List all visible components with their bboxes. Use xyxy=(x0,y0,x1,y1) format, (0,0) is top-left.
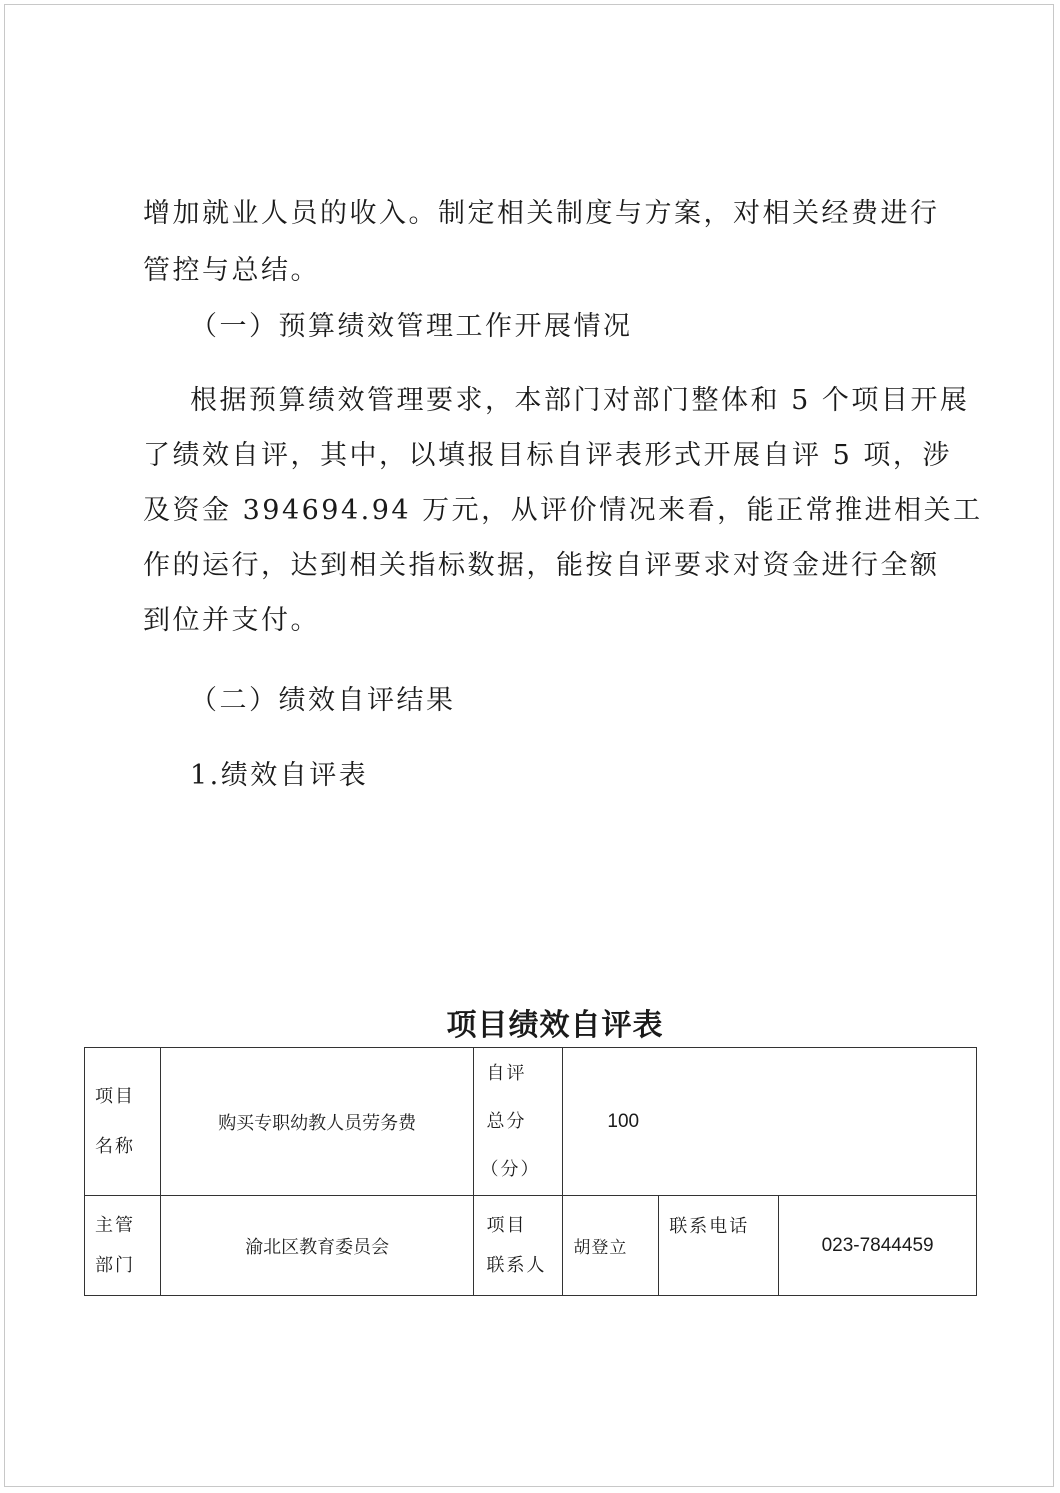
dept-label xyxy=(85,1196,161,1296)
contact-label xyxy=(474,1196,563,1296)
score-value: 100 xyxy=(563,1048,977,1196)
self-evaluation-table xyxy=(84,1047,977,1296)
project-name-value: 购买专职幼教人员劳务费 xyxy=(160,1048,474,1196)
table-row xyxy=(85,1048,977,1196)
body-line-1: 增加就业人员的收入。制定相关制度与方案，对相关经费进行 xyxy=(143,198,940,229)
project-name-label xyxy=(85,1048,161,1196)
paragraph-line-1: 根据预算绩效管理要求，本部门对部门整体和 5 个项目开展 xyxy=(190,385,970,416)
paragraph-line-3: 及资金 394694.94 万元，从评价情况来看，能正常推进相关工 xyxy=(143,495,983,526)
score-label-line-1: 自评 xyxy=(486,1062,527,1084)
contact-label-line-2: 联系人 xyxy=(486,1254,547,1276)
dept-label-line-1: 主管 xyxy=(95,1214,135,1236)
table-row xyxy=(85,1196,977,1296)
phone-label: 联系电话 xyxy=(659,1196,779,1296)
dept-value: 渝北区教育委员会 xyxy=(160,1196,474,1296)
phone-value: 023-7844459 xyxy=(779,1196,977,1296)
score-label xyxy=(474,1048,563,1196)
section-heading-2: （二）绩效自评结果 xyxy=(190,685,456,716)
score-label-line-2: 总分 xyxy=(486,1110,527,1132)
contact-label-line-1: 项目 xyxy=(486,1214,527,1236)
body-line-2: 管控与总结。 xyxy=(143,255,320,286)
section-heading-1: （一）预算绩效管理工作开展情况 xyxy=(190,311,633,342)
paragraph-line-2: 了绩效自评，其中，以填报目标自评表形式开展自评 5 项，涉 xyxy=(143,440,952,471)
paragraph-line-5: 到位并支付。 xyxy=(143,605,320,636)
project-name-label-line-2: 名称 xyxy=(95,1135,135,1157)
contact-value: 胡登立 xyxy=(563,1196,659,1296)
paragraph-line-4: 作的运行，达到相关指标数据，能按自评要求对资金进行全额 xyxy=(143,550,940,581)
score-label-line-3: （分） xyxy=(480,1158,541,1180)
subsection-heading: 1.绩效自评表 xyxy=(190,760,369,791)
table-title: 项目绩效自评表 xyxy=(446,1008,664,1043)
project-name-label-line-1: 项目 xyxy=(95,1085,135,1107)
dept-label-line-2: 部门 xyxy=(95,1254,135,1276)
